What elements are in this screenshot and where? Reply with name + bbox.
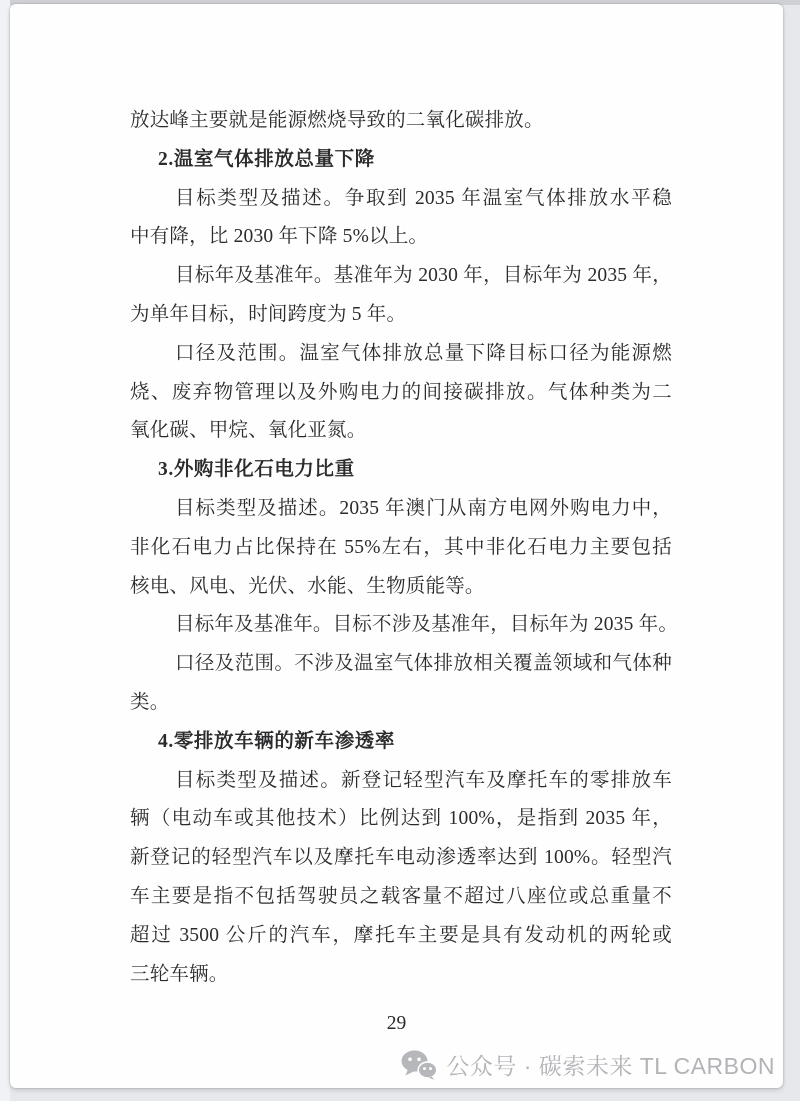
text-line: 口径及范围。不涉及温室气体排放相关覆盖领域和气体种 bbox=[175, 653, 672, 675]
text-line: 三轮车辆。 bbox=[130, 963, 229, 985]
text-line: 氧化碳、甲烷、氧化亚氮。 bbox=[130, 420, 367, 442]
section-heading: 4.零排放车辆的新车渗透率 bbox=[158, 730, 395, 752]
text-line: 类。 bbox=[130, 691, 170, 713]
text-line: 辆（电动车或其他技术）比例达到 100%，是指到 2035 年， bbox=[130, 808, 672, 830]
text-line: 新登记的轻型汽车以及摩托车电动渗透率达到 100%。轻型汽 bbox=[130, 847, 672, 869]
text-line: 目标类型及描述。2035 年澳门从南方电网外购电力中， bbox=[175, 497, 672, 519]
wechat-logo-icon bbox=[401, 1050, 437, 1080]
document-body-text bbox=[130, 102, 679, 994]
text-line: 烧、废弃物管理以及外购电力的间接碳排放。气体种类为二 bbox=[130, 381, 672, 403]
text-line: 核电、风电、光伏、水能、生物质能等。 bbox=[130, 575, 485, 597]
text-line: 目标年及基准年。目标不涉及基准年，目标年为 2035 年。 bbox=[175, 614, 679, 636]
text-line: 为单年目标，时间跨度为 5 年。 bbox=[130, 303, 407, 325]
background-left-edge bbox=[0, 0, 10, 1101]
watermark-label: 公众号 · 碳索未来 TL CARBON bbox=[446, 1053, 775, 1079]
text-line: 超过 3500 公斤的汽车，摩托车主要是具有发动机的两轮或 bbox=[130, 924, 672, 946]
text-line: 目标年及基准年。基准年为 2030 年，目标年为 2035 年， bbox=[175, 265, 672, 287]
text-line: 放达峰主要就是能源燃烧导致的二氧化碳排放。 bbox=[130, 110, 544, 131]
section-heading: 2.温室气体排放总量下降 bbox=[158, 148, 375, 170]
text-line: 车主要是指不包括驾驶员之载客量不超过八座位或总重量不 bbox=[130, 885, 672, 907]
text-line: 目标类型及描述。新登记轻型汽车及摩托车的零排放车 bbox=[175, 769, 672, 791]
page-number: 29 bbox=[386, 1013, 407, 1034]
watermark bbox=[401, 1048, 775, 1081]
section-heading: 3.外购非化石电力比重 bbox=[158, 459, 355, 481]
text-line: 口径及范围。温室气体排放总量下降目标口径为能源燃 bbox=[175, 342, 672, 364]
text-line: 非化石电力占比保持在 55%左右，其中非化石电力主要包括 bbox=[130, 536, 672, 558]
text-line: 中有降，比 2030 年下降 5%以上。 bbox=[130, 226, 429, 248]
text-line: 目标类型及描述。争取到 2035 年温室气体排放水平稳 bbox=[175, 187, 672, 209]
document-page bbox=[10, 4, 783, 1088]
